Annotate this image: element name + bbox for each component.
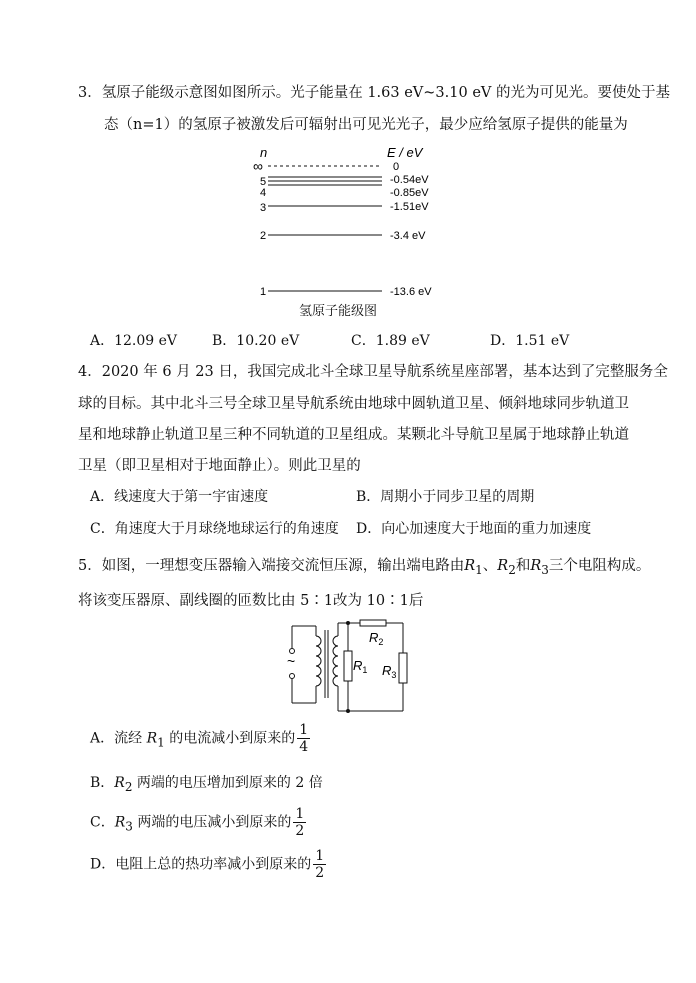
q5-line1: 5．如图，一理想变压器输入端接交流恒压源，输出端电路由$R_1$、$R_2$和$R_3$三个电阻构成。 — [78, 558, 651, 577]
q4-option-a: A．线速度大于第一宇宙速度 — [90, 489, 269, 505]
q3-option-c: C．1.89 eV — [351, 333, 430, 349]
level-value-5: -0.54eV — [390, 174, 429, 186]
level-n-infinity: ∞ — [253, 158, 263, 174]
n-axis-label: n — [260, 145, 268, 160]
q3-option-d: D．1.51 eV — [490, 333, 570, 349]
resistor-r1 — [344, 651, 352, 681]
energy-axis-label: E / eV — [387, 145, 423, 160]
q3-option-b: B．10.20 eV — [212, 333, 300, 349]
level-value-2: -3.4 eV — [390, 230, 426, 242]
r2-label: $R_2$ — [369, 630, 384, 647]
primary-coil — [316, 636, 321, 686]
q4-line4: 卫星（即卫星相对于地面静止）。则此卫星的 — [78, 458, 361, 474]
level-value-3: -1.51eV — [390, 201, 429, 213]
q4-option-c: C．角速度大于月球绕地球运行的角速度 — [90, 521, 339, 537]
q3-line1: 3．氢原子能级示意图如图所示。光子能量在 1.63 eV~3.10 eV 的光为可见光。要使处于基 — [78, 85, 670, 101]
secondary-coil — [333, 636, 338, 686]
q4-option-d: D．向心加速度大于地面的重力加速度 — [356, 521, 592, 537]
level-n-5: 5 — [260, 176, 267, 188]
q4-option-b: B．周期小于同步卫星的周期 — [356, 489, 535, 505]
energy-level-diagram — [250, 143, 450, 318]
level-n-3: 3 — [260, 202, 267, 214]
q4-line1: 4．2020 年 6 月 23 日，我国完成北斗全球卫星导航系统星座部署，基本达到了完整服务全 — [78, 364, 668, 380]
terminal-bottom — [290, 674, 295, 679]
level-value-infinity: 0 — [393, 161, 400, 173]
level-n-2: 2 — [260, 230, 267, 242]
level-n-4: 4 — [260, 187, 267, 199]
diagram-caption: 氢原子能级图 — [299, 303, 378, 318]
q5-option-b: B．$R_2$ 两端的电压增加到原来的 2 倍 — [90, 775, 323, 794]
level-n-1: 1 — [260, 286, 267, 298]
r3-label: $R_3$ — [382, 663, 397, 680]
q4-line3: 星和地球静止轨道卫星三种不同轨道的卫星组成。某颗北斗导航卫星属于地球静止轨道 — [78, 427, 629, 443]
q3-line2: 态（n=1）的氢原子被激发后可辐射出可见光光子，最少应给氢原子提供的能量为 — [104, 117, 628, 133]
resistor-r2 — [360, 620, 386, 626]
ac-source-symbol: ~ — [287, 653, 296, 669]
transformer-circuit-diagram — [280, 618, 410, 718]
q3-option-a: A．12.09 eV — [90, 333, 178, 349]
q5-option-c: C．$R_3$ 两端的电压减小到原来的 $\frac{1}{2}$ — [90, 806, 305, 839]
q4-line2: 球的目标。其中北斗三号全球卫星导航系统由地球中圆轨道卫星、倾斜地球同步轨道卫 — [78, 396, 629, 412]
resistor-r3 — [399, 653, 407, 683]
level-value-1: -13.6 eV — [390, 286, 432, 298]
q5-option-a: A．流经 $R_1$ 的电流减小到原来的 $\frac{1}{4}$ — [90, 722, 309, 755]
q5-line2: 将该变压器原、副线圈的匝数比由 5∶1改为 10∶1后 — [78, 593, 424, 609]
q5-option-d: D．电阻上总的热功率减小到原来的 $\frac{1}{2}$ — [90, 848, 325, 881]
level-value-4: -0.85eV — [390, 187, 429, 199]
r1-label: $R_1$ — [353, 658, 368, 675]
